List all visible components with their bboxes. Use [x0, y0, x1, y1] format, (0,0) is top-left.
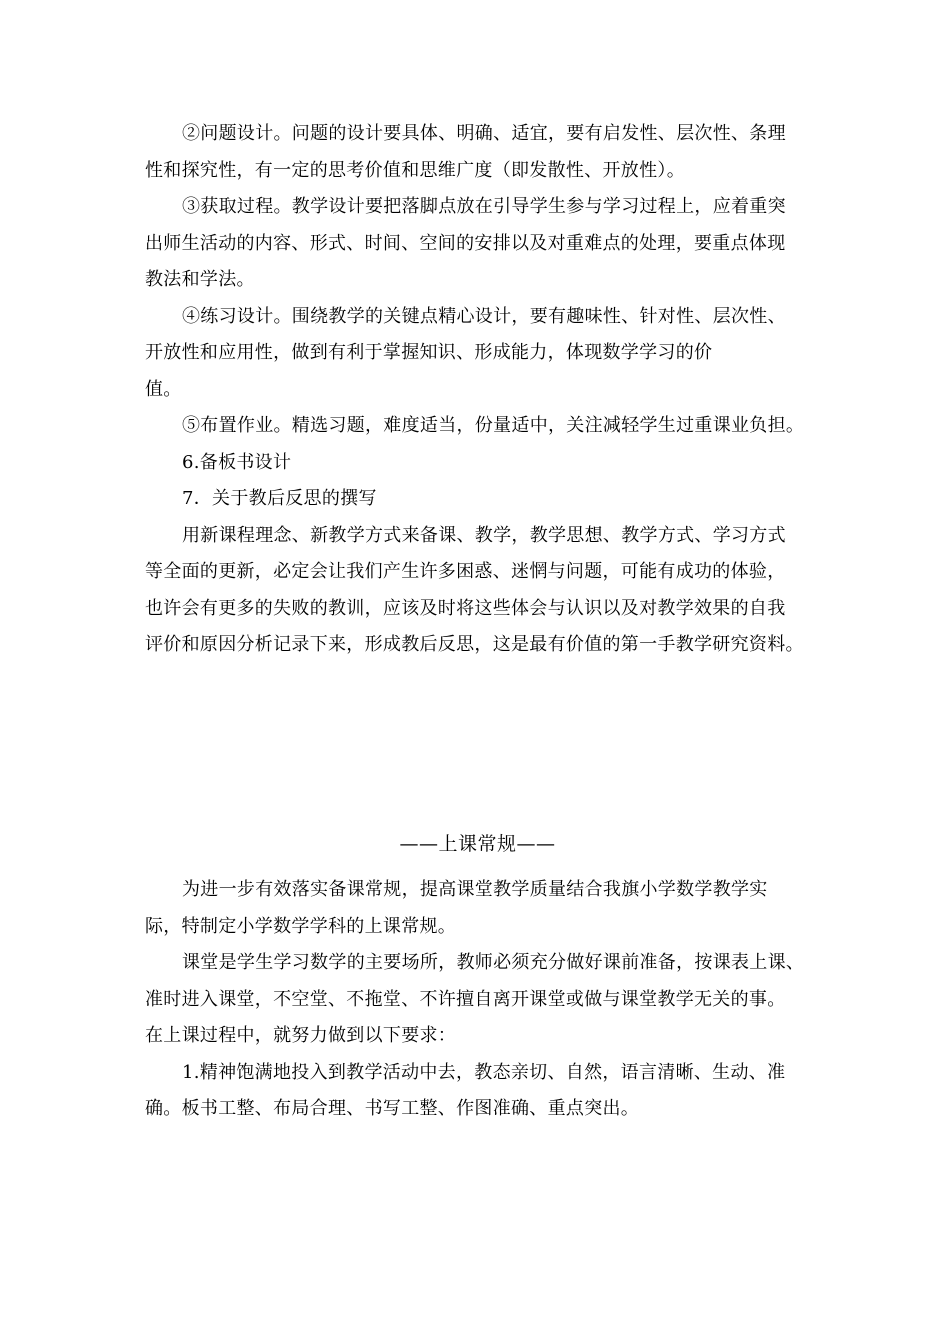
- text-line: 等全面的更新，必定会让我们产生许多困惑、迷惘与问题，可能有成功的体验，: [145, 561, 786, 582]
- text-line: ②问题设计。问题的设计要具体、明确、适宜，要有启发性、层次性、条理: [182, 123, 786, 144]
- text-line: 性和探究性，有一定的思考价值和思维广度（即发散性、开放性）。: [145, 159, 685, 181]
- text-line: 课堂是学生学习数学的主要场所，教师必须充分做好课前准备，按课表上课、: [182, 952, 805, 973]
- paragraph-acquisition-process: [145, 189, 810, 299]
- text-line: 1.精神饱满地投入到教学活动中去，教态亲切、自然，语言清晰、生动、准: [182, 1061, 786, 1083]
- text-line: 也许会有更多的失败的教训，应该及时将这些体会与认识以及对教学效果的自我: [145, 597, 786, 619]
- text-line: 准时进入课堂，不空堂、不拖堂、不许擅自离开课堂或做与课堂教学无关的事。: [145, 988, 786, 1010]
- text-line: 为进一步有效落实备课常规，提高课堂教学质量结合我旗小学数学教学实: [182, 879, 768, 900]
- text-line: ③获取过程。教学设计要把落脚点放在引导学生参与学习过程上，应着重突: [182, 196, 786, 217]
- paragraph-reflection: [145, 518, 810, 664]
- text-line: 在上课过程中，就努力做到以下要求：: [145, 1025, 457, 1046]
- text-line: 确。板书工整、布局合理、书写工整、作图准确、重点突出。: [145, 1098, 640, 1119]
- paragraph-homework: ⑤布置作业。精选习题，难度适当，份量适中，关注减轻学生过重课业负担。: [182, 415, 805, 436]
- item-blackboard-design: 6.备板书设计: [182, 451, 292, 473]
- text-line: 值。: [145, 378, 182, 400]
- paragraph-introduction: [145, 872, 810, 945]
- section-class-routine: [145, 872, 810, 1128]
- section-lesson-prep-continued: [145, 116, 810, 664]
- text-line: 用新课程理念、新教学方式来备课、教学，教学思想、教学方式、学习方式: [182, 524, 786, 546]
- text-line: 出师生活动的内容、形式、时间、空间的安排以及对重难点的处理，要重点体现: [145, 232, 786, 254]
- text-line: ④练习设计。围绕教学的关键点精心设计，要有趣味性、针对性、层次性、: [182, 305, 786, 327]
- paragraph-classroom-rules: [145, 945, 810, 1055]
- paragraph-exercise-design: [145, 299, 810, 409]
- text-line: 评价和原因分析记录下来，形成教后反思，这是最有价值的第一手教学研究资料。: [145, 634, 804, 655]
- text-line: 开放性和应用性，做到有利于掌握知识、形成能力，体现数学学习的价: [145, 342, 713, 363]
- paragraph-requirement-1: [145, 1055, 810, 1128]
- paragraph-question-design: [145, 116, 810, 189]
- item-reflection-writing: 7．关于教后反思的撰写: [182, 488, 377, 509]
- section-heading-class-routine: ——上课常规——: [399, 833, 556, 855]
- text-line: 教法和学法。: [145, 269, 255, 290]
- text-line: 际，特制定小学数学学科的上课常规。: [145, 915, 457, 937]
